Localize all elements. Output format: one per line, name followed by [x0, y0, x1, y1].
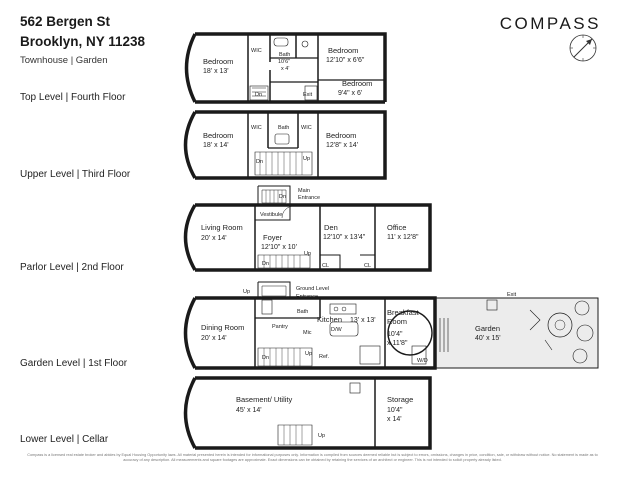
label-up-garden: Up	[305, 351, 313, 357]
label-bath-top-dim1: 10'6"	[278, 59, 291, 65]
label-ground-entrance-2: Entrance	[296, 294, 319, 300]
city-address: Brooklyn, NY 11238	[20, 34, 146, 49]
property-type: Townhouse | Garden	[20, 55, 108, 66]
room-storage-dim1: 10'4"	[387, 407, 403, 414]
label-wic-upper-2: WIC	[301, 125, 312, 131]
label-up-parlor: Up	[304, 251, 312, 257]
room-dining-dim: 20' x 14'	[201, 335, 227, 342]
label-ref: Ref.	[319, 354, 330, 360]
label-bath-top-dim2: x 4'	[281, 66, 290, 72]
room-breakfast: Breakfast	[387, 308, 419, 317]
room-bedroom-top-rear-dim: 9'4" x 6'	[338, 90, 363, 97]
label-mic: Mic	[303, 330, 312, 336]
label-wic-top: WIC	[251, 48, 262, 54]
level-label-lower: Lower Level | Cellar	[20, 434, 109, 445]
room-bedroom-upper-rear: Bedroom	[326, 131, 357, 140]
street-address: 562 Bergen St	[20, 14, 111, 29]
label-dw: D/W	[331, 327, 342, 333]
room-office: Office	[387, 223, 407, 232]
room-bedroom-upper-front: Bedroom	[203, 131, 234, 140]
room-breakfast-room: Room	[387, 317, 408, 326]
label-exit-top: Exit	[303, 92, 313, 98]
room-den-dim: 12'10" x 13'4"	[323, 234, 366, 241]
label-dn-parlor: Dn	[262, 261, 270, 267]
room-breakfast-dim1: 10'4"	[387, 331, 403, 338]
label-main-entrance-1: Main	[298, 188, 310, 194]
label-dn-parlor-top: Dn	[279, 194, 287, 200]
room-office-dim: 11' x 12'8"	[387, 234, 419, 241]
room-basement: Basement/ Utility	[236, 395, 293, 404]
level-label-upper: Upper Level | Third Floor	[20, 169, 131, 180]
compass-rose-icon	[570, 35, 596, 61]
label-up-garden-top: Up	[243, 289, 251, 295]
room-bedroom-top-mid: Bedroom	[328, 46, 359, 55]
room-kitchen: Kitchen	[317, 315, 343, 324]
room-living-dim: 20' x 14'	[201, 235, 227, 242]
room-garden: Garden	[475, 324, 501, 333]
room-storage: Storage	[387, 395, 414, 404]
label-bath-top: Bath	[279, 52, 291, 58]
room-storage-dim2: x 14'	[387, 416, 402, 423]
label-dn-top: Dn	[255, 92, 263, 98]
label-vestibule: Vestibule	[260, 212, 283, 218]
room-dining: Dining Room	[201, 323, 245, 332]
room-bedroom-top-mid-dim: 12'10" x 6'6"	[326, 57, 365, 64]
brand-logo: COMPASS	[499, 14, 601, 33]
room-bedroom-top-front: Bedroom	[203, 57, 234, 66]
label-up-lower: Up	[318, 433, 326, 439]
room-foyer: Foyer	[263, 233, 283, 242]
label-up-upper: Up	[303, 156, 311, 162]
room-den: Den	[324, 223, 338, 232]
room-living: Living Room	[201, 223, 243, 232]
room-bedroom-top-front-dim: 18' x 13'	[203, 68, 229, 75]
room-kitchen-dim: 13' x 13'	[350, 317, 376, 324]
label-ground-entrance-1: Ground Level	[296, 286, 330, 292]
label-main-entrance-2: Entrance	[298, 195, 321, 201]
room-breakfast-dim2: x 11'8"	[387, 340, 408, 347]
label-dn-upper: Dn	[256, 159, 264, 165]
room-foyer-dim: 12'10" x 10'	[261, 244, 297, 251]
label-dn-garden: Dn	[262, 355, 270, 361]
room-bedroom-top-rear: Bedroom	[342, 79, 373, 88]
label-wd: W/D	[417, 358, 428, 364]
room-basement-dim: 45' x 14'	[236, 407, 262, 414]
level-label-parlor: Parlor Level | 2nd Floor	[20, 262, 124, 273]
level-label-top: Top Level | Fourth Floor	[20, 92, 126, 103]
level-label-garden: Garden Level | 1st Floor	[20, 358, 128, 369]
label-cl-parlor-2: CL	[364, 263, 372, 269]
label-wic-upper-1: WIC	[251, 125, 262, 131]
label-bath-upper: Bath	[278, 125, 290, 131]
label-pantry: Pantry	[272, 324, 288, 330]
room-bedroom-upper-rear-dim: 12'8" x 14'	[326, 142, 359, 149]
label-exit-garden: Exit	[507, 292, 517, 298]
room-bedroom-upper-front-dim: 18' x 14'	[203, 142, 229, 149]
label-bath-garden: Bath	[297, 309, 309, 315]
label-cl-parlor-1: CL	[322, 263, 330, 269]
legal-disclaimer: Compass is a licensed real estate broker and abides by Equal Housing Opportunity laws. All material presented herein is intended for informational purposes only. Information is compiled from sources deemed reliable but is subject to errors, omissions, changes in price, condition, sale, or withdraw without notice. No statement is made as to accuracy of any description. All measurements and square footages are approximate. Exact dimensions can be obtained by retaining the services of an architect or engineer. This is not intended to solicit property already listed.	[27, 453, 598, 462]
room-garden-dim: 40' x 15'	[475, 335, 501, 342]
